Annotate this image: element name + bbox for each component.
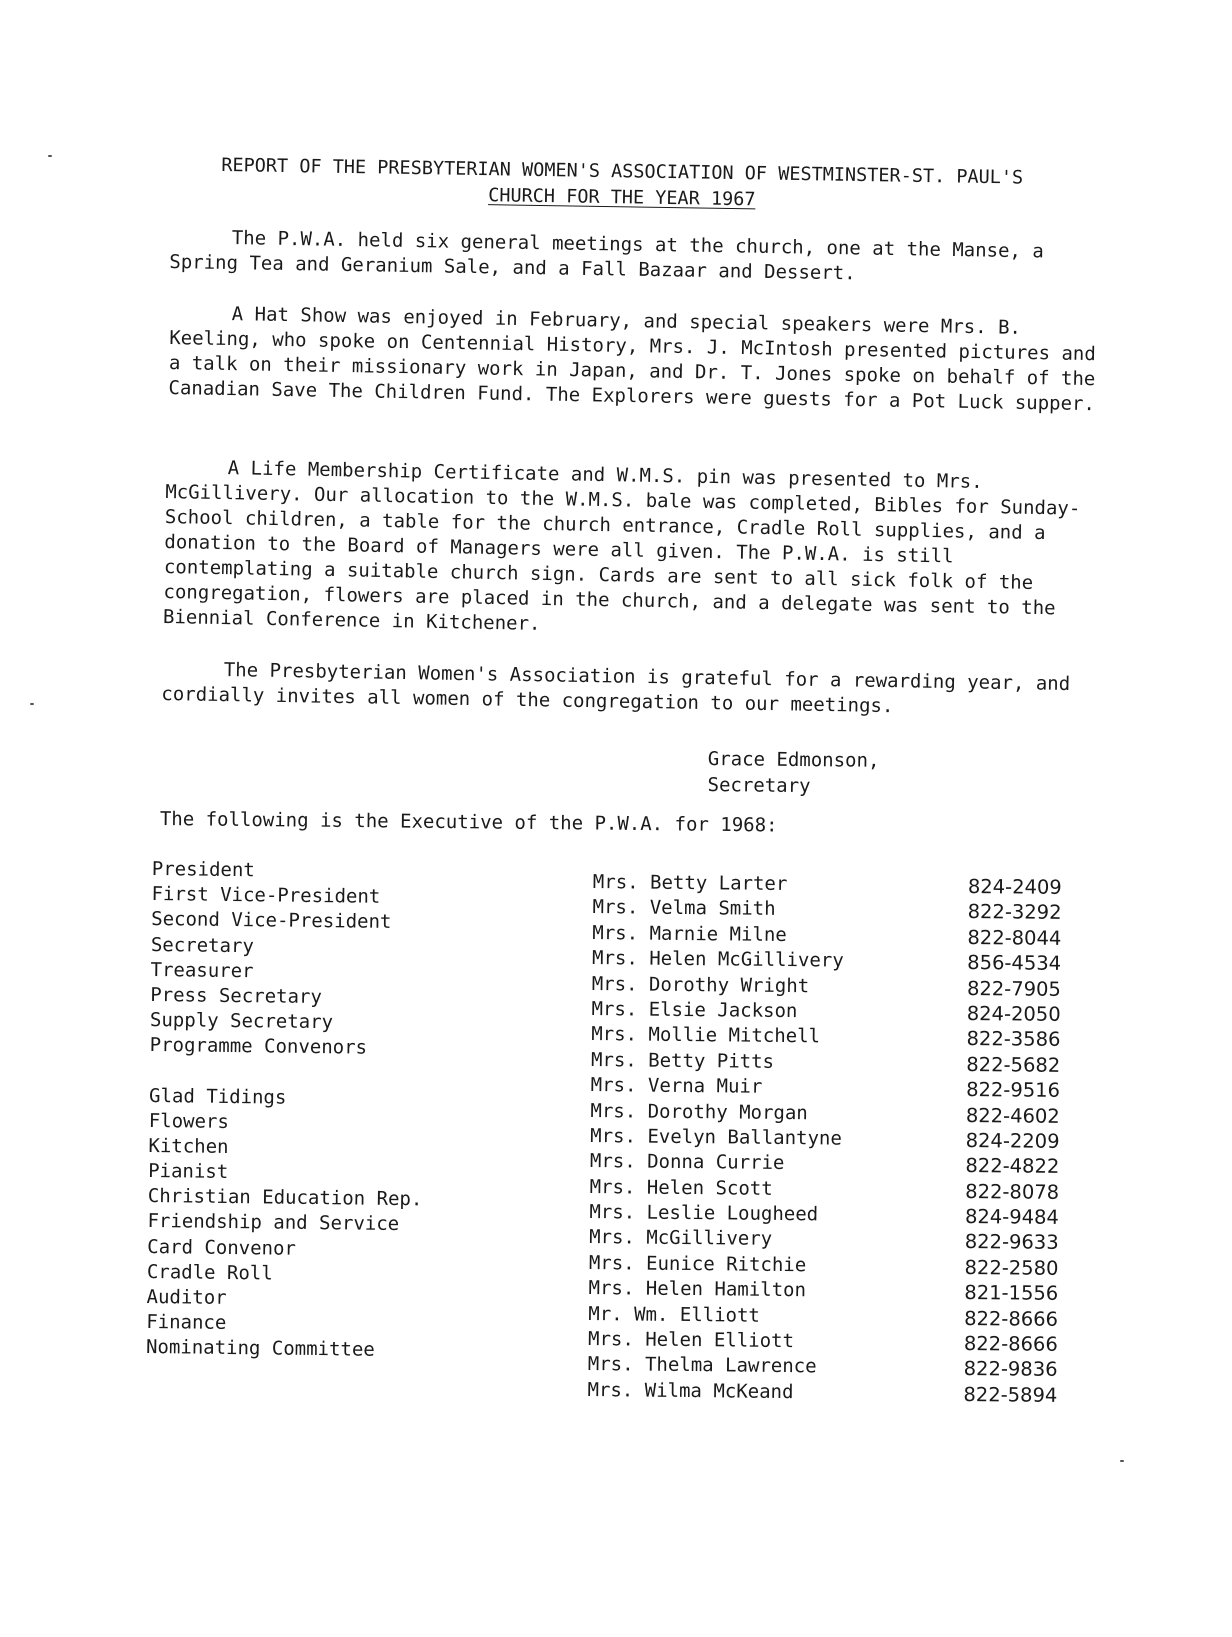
executive-roles-column (146, 857, 427, 1364)
executive-member-phone: 822-9516 (966, 1078, 1061, 1102)
executive-member-name: Mrs. Betty Pitts (590, 1048, 775, 1073)
executive-member-name: Mrs. McGillivery (589, 1226, 773, 1251)
executive-member-name: Mrs. Donna Currie (589, 1150, 785, 1175)
executive-member-name: Mrs. Betty Larter (592, 870, 788, 896)
paragraph-closing: The Presbyterian Women's Association is grateful for a rewarding year, and cordially invites all women of the congregation to our meetings. (161, 659, 1071, 718)
executive-role: Cradle Roll (146, 1260, 273, 1285)
signature-block (707, 746, 879, 800)
executive-member-phone: 824-2409 (967, 874, 1062, 899)
executive-role: Supply Secretary (149, 1009, 334, 1034)
executive-member-phone: 824-2209 (965, 1128, 1060, 1153)
executive-role: Glad Tidings (148, 1084, 287, 1109)
executive-member-name: Mrs. Mollie Mitchell (591, 1023, 821, 1048)
executive-role: President (151, 857, 255, 882)
report-title (159, 152, 1085, 219)
executive-member-phone: 821-1556 (964, 1281, 1059, 1306)
executive-member-phone: 824-2050 (966, 1001, 1061, 1026)
title-line-1: REPORT OF THE PRESBYTERIAN WOMEN'S ASSOCIATION OF WESTMINSTER-ST. PAUL'S (221, 154, 1024, 189)
executive-role: Friendship and Service (147, 1210, 400, 1236)
executive-member-phone: 822-4602 (965, 1103, 1060, 1128)
executive-role: Christian Education Rep. (147, 1185, 423, 1211)
paragraph-speakers: A Hat Show was enjoyed in February, and special speakers were Mrs. B. Keeling, who spoke on Centennial History, Mrs. J. McIntosh presented pictures and a talk on their missionary work in Japan, and Dr. T. Jones spoke on behalf of the Canadian Save The Children Fund. The Explorers were guests for a Pot Luck supper. (168, 303, 1096, 416)
executive-member-phone: 822-4822 (965, 1154, 1060, 1179)
scan-speck (48, 155, 52, 157)
executive-role: Second Vice-President (151, 908, 392, 934)
executive-member-phone: 822-8666 (963, 1332, 1058, 1356)
executive-member-name: Mrs. Helen Elliott (587, 1328, 795, 1353)
paragraph-activities: A Life Membership Certificate and W.M.S. pin was presented to Mrs. McGillivery. Our allocation to the W.M.S. bale was completed, Bibles for Sunday-School children, a table for the church entrance, Cradle Roll supplies, and a donation to the Board of Managers were all given. The P.W.A. is still contemplating a suitable church sign. Cards are sent to all sick folk of the congregation, flowers are placed in the church, and a delegate was sent to the Biennial Conference in Kitchener. (162, 457, 1081, 635)
executive-member-name: Mrs. Eunice Ritchie (588, 1251, 807, 1277)
executive-member-name: Mrs. Helen McGillivery (591, 947, 844, 972)
executive-role: Card Convenor (147, 1235, 297, 1260)
title-line-2: CHURCH FOR THE YEAR 1967 (488, 185, 756, 211)
executive-member-name: Mr. Wm. Elliott (588, 1302, 761, 1327)
executive-intro: The following is the Executive of the P.W.A. for 1968: (159, 808, 778, 837)
executive-member-phone: 856-4534 (967, 951, 1062, 975)
executive-role: Flowers (148, 1109, 229, 1133)
executive-member-phone: 822-5894 (963, 1382, 1058, 1407)
scan-speck (30, 703, 34, 705)
executive-role: Press Secretary (150, 983, 323, 1009)
executive-role: Kitchen (148, 1134, 229, 1158)
executive-role: Programme Convenors (149, 1034, 368, 1059)
executive-member-phone: 822-9836 (963, 1357, 1058, 1382)
signature-role: Secretary (707, 773, 811, 798)
executive-member-phone: 824-9484 (964, 1205, 1059, 1229)
executive-member-name: Mrs. Velma Smith (592, 896, 776, 921)
executive-role: Treasurer (150, 958, 254, 982)
executive-role: Secretary (150, 933, 255, 957)
executive-member-phone: 822-8078 (965, 1179, 1060, 1204)
scan-speck (1120, 1460, 1124, 1462)
executive-role: Auditor (146, 1285, 227, 1309)
executive-member-name: Mrs. Wilma McKeand (587, 1378, 794, 1403)
role-spacer (149, 1058, 424, 1086)
executive-member-name: Mrs. Dorothy Morgan (590, 1099, 808, 1124)
executive-member-name: Mrs. Marnie Milne (592, 921, 787, 946)
executive-phones-column (963, 874, 1062, 1408)
executive-role: Nominating Committee (145, 1336, 375, 1362)
executive-role: Finance (146, 1311, 227, 1335)
executive-member-name: Mrs. Elsie Jackson (591, 997, 798, 1023)
executive-member-phone: 822-7905 (966, 976, 1061, 1001)
executive-member-name: Mrs. Helen Hamilton (588, 1277, 807, 1302)
executive-role: Pianist (148, 1160, 229, 1184)
executive-member-phone: 822-5682 (966, 1052, 1061, 1077)
executive-member-name: Mrs. Helen Scott (589, 1175, 773, 1200)
executive-member-phone: 822-8666 (964, 1306, 1059, 1331)
executive-member-phone: 822-2580 (964, 1255, 1059, 1280)
executive-member-name: Mrs. Thelma Lawrence (587, 1353, 817, 1378)
executive-member-name: Mrs. Dorothy Wright (591, 972, 810, 997)
executive-member-name: Mrs. Leslie Lougheed (589, 1201, 819, 1226)
executive-member-phone: 822-9633 (964, 1230, 1059, 1255)
signature-name: Grace Edmonson, (707, 747, 880, 772)
executive-member-phone: 822-3586 (966, 1027, 1061, 1052)
executive-member-name: Mrs. Evelyn Ballantyne (590, 1124, 842, 1150)
executive-names-column (587, 870, 844, 1406)
executive-role: First Vice-President (151, 883, 381, 908)
executive-member-phone: 822-3292 (967, 900, 1062, 925)
paragraph-meetings: The P.W.A. held six general meetings at the church, one at the Manse, a Spring Tea and Geranium Sale, and a Fall Bazaar and Dessert. (169, 227, 1045, 285)
executive-member-name: Mrs. Verna Muir (590, 1074, 763, 1098)
executive-member-phone: 822-8044 (967, 925, 1062, 950)
